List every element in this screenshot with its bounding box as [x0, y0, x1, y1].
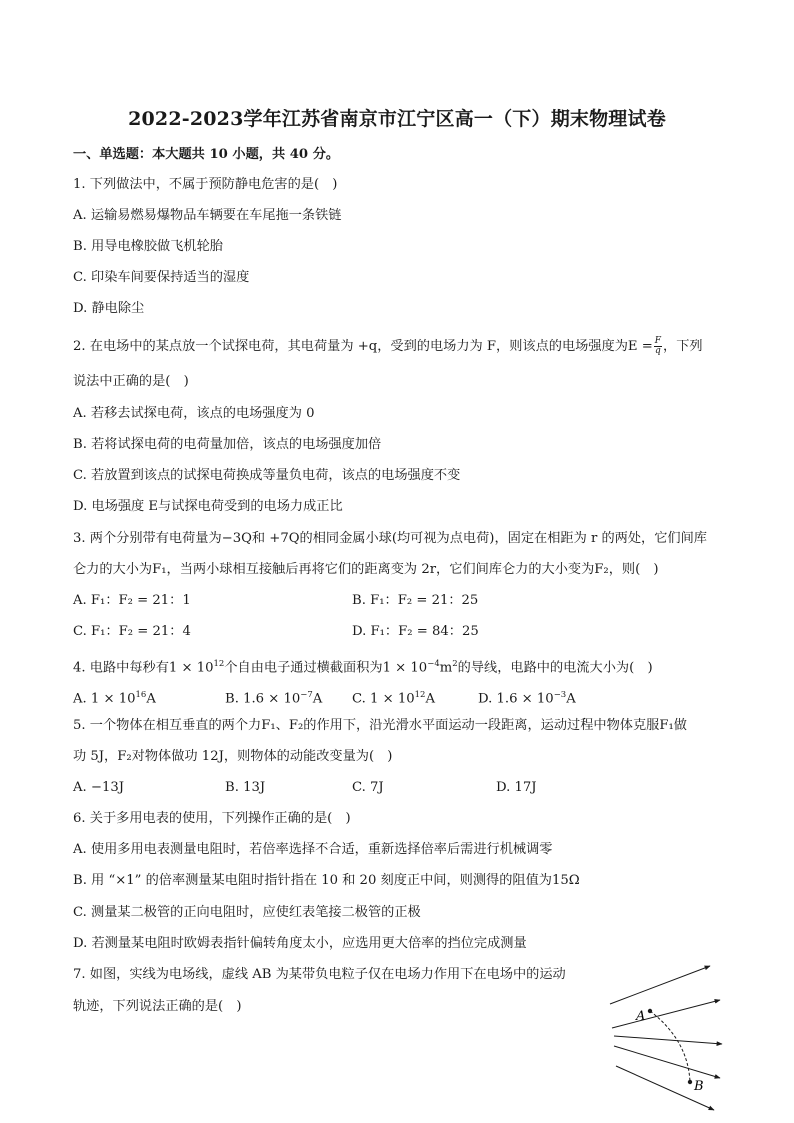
- q4-stem-part4: 的导线，电路中的电流大小为( ): [457, 660, 653, 676]
- field-line-1: [610, 966, 710, 1004]
- q2-stem-tail: ，下列: [663, 339, 703, 354]
- q4-option-b: [225, 686, 322, 708]
- field-line-3: [614, 1036, 722, 1044]
- label-b: B: [694, 1079, 704, 1094]
- field-line-2: [612, 1000, 720, 1028]
- q4-stem-part2: 个自由电子通过横截面积为1 × 10: [224, 660, 428, 676]
- q4-b-base: B. 1.6 × 10: [225, 691, 301, 707]
- q1-option-a: A. 运输易燃易爆物品车辆要在车尾拖一条铁链: [73, 208, 342, 223]
- point-a: [648, 1009, 652, 1013]
- q6-option-d: D. 若测量某电阻时欧姆表指针偏转角度太小，应选用更大倍率的挡位完成测量: [73, 936, 527, 951]
- q4-stem-part1: 4. 电路中每秒有1 × 10: [73, 660, 214, 676]
- q6-option-a: A. 使用多用电表测量电阻时，若倍率选择不合适，重新选择倍率后需进行机械调零: [73, 842, 553, 857]
- exam-title: 2022-2023学年江苏省南京市江宁区高一（下）期末物理试卷: [128, 108, 666, 130]
- q4-c-base: C. 1 × 10: [352, 691, 415, 707]
- q6-option-b: B. 用 “×1” 的倍率测量某电阻时指针指在 10 和 20 刻度正中间，则测得的阻值为15Ω: [73, 873, 580, 888]
- q2-stem-text: 2. 在电场中的某点放一个试探电荷，其电荷量为 +q，受到的电场力为 F，则该点的电场强度为E =: [73, 339, 653, 354]
- q4-d-exp: −3: [553, 690, 567, 700]
- q4-exponent-3: 2: [452, 659, 458, 669]
- label-a: A: [636, 1009, 646, 1024]
- q5-option-d: D. 17J: [496, 780, 537, 795]
- q3-stem: 3. 两个分别带有电荷量为−3Q和 +7Q的相同金属小球(均可视为点电荷)，固定在相距为 r 的两处，它们间库: [73, 531, 707, 546]
- q6-stem: 6. 关于多用电表的使用，下列操作正确的是( ): [73, 811, 351, 826]
- q4-exponent-1: 12: [213, 659, 225, 669]
- q2-stem-line2: 说法中正确的是( ): [73, 374, 189, 389]
- point-b: [688, 1080, 692, 1084]
- q7-stem: 7. 如图，实线为电场线，虚线 AB 为某带负电粒子仅在电场力作用下在电场中的运动: [73, 967, 566, 982]
- q4-option-d: [478, 686, 576, 708]
- q4-a-base: A. 1 × 10: [73, 691, 136, 707]
- trajectory-path: [650, 1011, 690, 1082]
- q1-option-c: C. 印染车间要保持适当的湿度: [73, 270, 250, 285]
- q4-d-base: D. 1.6 × 10: [478, 691, 554, 707]
- q5-stem-line2: 功 5J，F₂对物体做功 12J，则物体的动能改变量为( ): [73, 749, 393, 764]
- q4-stem-part3: m: [439, 660, 453, 676]
- q2-fraction-denominator: q: [655, 346, 661, 356]
- q4-a-unit: A: [146, 691, 156, 707]
- q3-option-c: C. F₁：F₂ = 21：4: [73, 624, 191, 639]
- q4-c-exp: 12: [414, 690, 426, 700]
- q4-stem: [73, 655, 653, 677]
- q2-option-b: B. 若将试探电荷的电荷量加倍，该点的电场强度加倍: [73, 437, 382, 452]
- q4-b-exp: −7: [300, 690, 313, 700]
- q2-option-c: C. 若放置到该点的试探电荷换成等量负电荷，该点的电场强度不变: [73, 468, 461, 483]
- q2-fraction-numerator: F: [654, 336, 662, 346]
- q4-option-c: [352, 686, 435, 708]
- q1-option-b: B. 用导电橡胶做飞机轮胎: [73, 239, 223, 254]
- q5-option-c: C. 7J: [352, 780, 384, 795]
- q3-stem-line2: 仑力的大小为F₁，当两小球相互接触后再将它们的距离变为 2r，它们间库仑力的大小变为F₂，则( ): [73, 562, 659, 577]
- q3-option-b: B. F₁：F₂ = 21：25: [352, 593, 479, 608]
- electric-field-figure: [600, 960, 730, 1120]
- q6-option-c: C. 测量某二极管的正向电阻时，应使红表笔接二极管的正极: [73, 905, 421, 920]
- q2-option-a: A. 若移去试探电荷，该点的电场强度为 0: [73, 406, 315, 421]
- q3-option-a: A. F₁：F₂ = 21：1: [73, 593, 191, 608]
- q4-c-unit: A: [425, 691, 435, 707]
- q4-b-unit: A: [312, 691, 323, 707]
- q2-option-d: D. 电场强度 E与试探电荷受到的电场力成正比: [73, 499, 343, 514]
- q4-option-a: [73, 686, 156, 708]
- q2-fraction: [654, 337, 662, 356]
- q4-a-exp: 16: [135, 690, 147, 700]
- section-heading: 一、单选题：本大题共 10 小题，共 40 分。: [73, 147, 340, 162]
- q4-d-unit: A: [566, 691, 576, 707]
- q7-stem-line2: 轨迹，下列说法正确的是( ): [73, 999, 242, 1014]
- q1-option-d: D. 静电除尘: [73, 301, 145, 316]
- q2-stem: [73, 337, 703, 356]
- q4-exponent-2: −4: [427, 659, 440, 669]
- q5-option-b: B. 13J: [225, 780, 266, 795]
- q5-option-a: A. −13J: [73, 780, 125, 795]
- q1-stem: 1. 下列做法中，不属于预防静电危害的是( ): [73, 177, 338, 192]
- q5-stem: 5. 一个物体在相互垂直的两个力F₁、F₂的作用下，沿光滑水平面运动一段距离，运动过程中物体克服F₁做: [73, 718, 687, 733]
- field-line-4: [614, 1046, 720, 1078]
- q3-option-d: D. F₁：F₂ = 84：25: [352, 624, 479, 639]
